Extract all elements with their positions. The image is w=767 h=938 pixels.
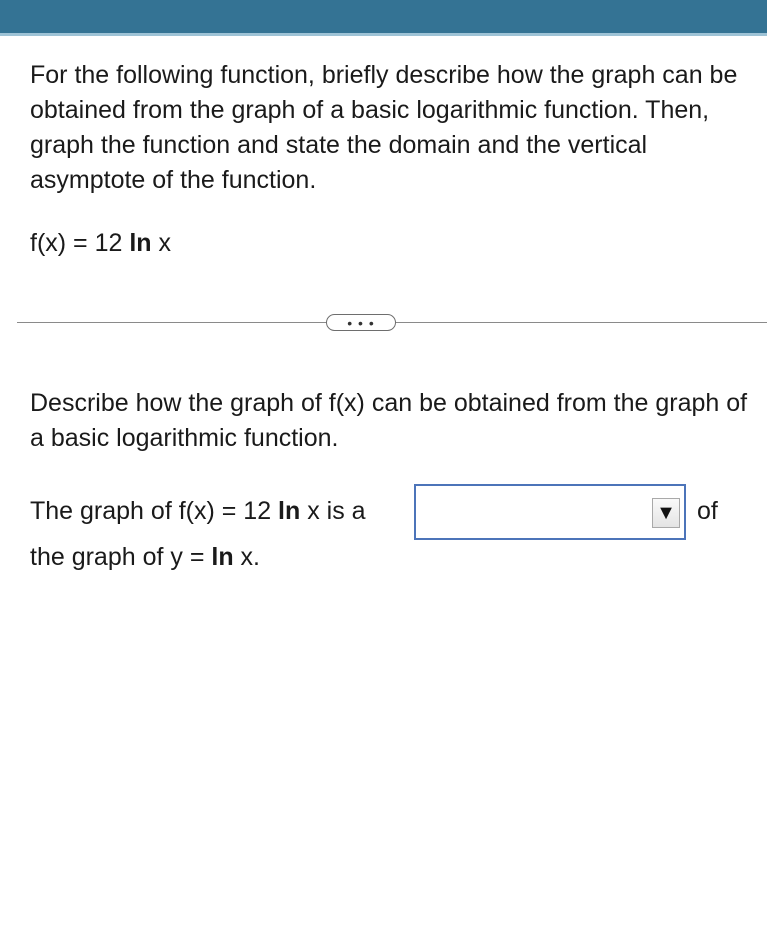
question-text: Describe how the graph of f(x) can be obtained from the graph of a basic logarithmic function. xyxy=(30,389,748,452)
function-lhs: f(x) = 12 xyxy=(30,229,130,257)
answer-sentence-line1 xyxy=(30,494,366,529)
dropdown-arrow-icon[interactable]: ▼ xyxy=(652,498,680,528)
answer-prefix-end: x is a xyxy=(300,497,366,525)
transformation-dropdown[interactable] xyxy=(414,484,686,540)
problem-prompt: For the following function, briefly describe how the graph can be obtained from the graph of a basic logarithmic function. Then, graph the function and state the domain and the vertical asymptote of the function. xyxy=(30,61,738,194)
answer-sentence-line2 xyxy=(30,540,260,575)
top-bar xyxy=(0,0,767,36)
answer-ln: ln xyxy=(278,497,301,525)
answer-line2-start: the graph of y = xyxy=(30,543,212,571)
answer-suffix: of xyxy=(697,497,718,525)
answer-line2-ln: ln xyxy=(211,543,234,571)
answer-prefix: The graph of f(x) = 12 xyxy=(30,497,279,525)
function-var: x xyxy=(151,229,172,257)
answer-line2-end: x. xyxy=(233,543,260,571)
function-definition xyxy=(30,226,171,261)
expand-more-button[interactable]: • • • xyxy=(326,314,396,331)
function-ln: ln xyxy=(129,229,152,257)
